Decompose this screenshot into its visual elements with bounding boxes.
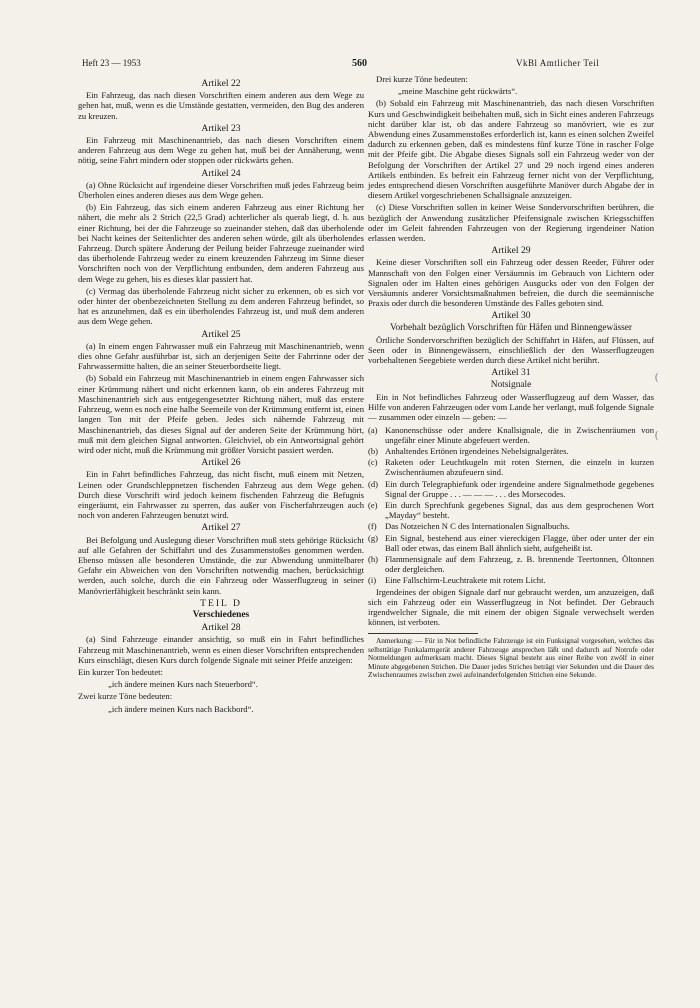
article-28-title: Artikel 28: [201, 622, 241, 634]
distress-signal-text: Raketen oder Leuchtkugeln mit roten Sternen, die einzeln in kurzen Zwischenräumen abzufeuern sind.: [385, 457, 654, 478]
distress-signal-label: (i): [368, 575, 377, 586]
distress-signal-item: [368, 425, 654, 445]
footnote-divider: [368, 633, 478, 634]
article-30-text: Örtliche Sondervorschriften bezüglich der Schiffahrt in Häfen, auf Flüssen, auf Seen oder in Binnengewässern, einschließlich der den Wasserflugzeugen vorbehaltenen Seegebiete werden durch diese Artikel nicht berührt.: [368, 334, 654, 366]
signal-two-label: Zwei kurze Töne bedeuten:: [78, 691, 173, 702]
article-27-title: Artikel 27: [201, 522, 241, 534]
part-d-heading: TEIL D: [200, 597, 242, 609]
distress-signal-list: [368, 425, 654, 586]
distress-signal-text: Kanonenschüsse oder andere Knallsignale, die in Zwischenräumen von ungefähr einer Minute abgefeuert werden.: [385, 424, 654, 445]
article-25-title: Artikel 25: [201, 328, 241, 340]
distress-signal-text: Ein durch Telegraphiefunk oder irgendeine andere Signalmethode gegebenes Signal der Gruppe . . . — — — . . . des Morsecodes.: [385, 478, 654, 499]
footnote-text: Anmerkung: — Für in Not befindliche Fahrzeuge ist ein Funksignal vorgesehen, welches das selbsttätige Funkalarmgerät anderer Fahrzeuge ansprechen läßt und dadurch auf Notrufe oder Notmeldungen aufmerksam macht. Dieses Signal besteht aus einer Reihe von zwölf in einer Minute abgegebenen Strichen. Die Dauer jedes Striches beträgt vier Sekunden und die Dauer des Zwischenraumes zwischen zwei aufeinanderfolgenden Strichen eine Sekunde.: [368, 636, 654, 679]
distress-signal-item: [368, 533, 654, 553]
distress-signal-item: [368, 554, 654, 574]
distress-signal-item: [368, 479, 654, 499]
distress-signal-item: [368, 457, 654, 477]
distress-signal-text: Flammensignale auf dem Fahrzeug, z. B. brennende Teertonnen, Öltonnen oder dergleichen.: [385, 553, 654, 575]
article-28-c: (c) Diese Vorschriften sollen in keiner Weise Sondervorschriften berühren, die bezüglich der Anwendung zusätzlicher Pfeifensignale zwischen Kriegsschiffen oder im Geleit fahrenden Fahrzeugen von der Regierung irgendeiner Nation erlassen werden.: [368, 202, 654, 244]
article-25-a: (a) In einem engen Fahrwasser muß ein Fahrzeug mit Maschinenantrieb, wenn dies ohne Gefahr ausführbar ist, sich an derjenigen Seite der Fahrrinne oder der Fahrwassermitte halten, die an seiner Steuerbordseite liegt.: [78, 340, 364, 372]
footnote-marker: —: [497, 412, 507, 423]
left-column: [78, 76, 364, 716]
distress-signal-label: (f): [368, 521, 377, 532]
article-31-closing: Irgendeines der obigen Signale darf nur gebraucht werden, um anzuzeigen, daß sich ein Fahrzeug oder ein Wasserflugzeug in Not befindet. Der Gebrauch irgendwelcher Signale, die mit einem der obigen Signale verwechselt werden können, ist verboten.: [368, 586, 654, 628]
distress-signal-item: [368, 500, 654, 520]
article-24-b: (b) Ein Fahrzeug, das sich einem anderen Fahrzeug aus einer Richtung her nähert, die mehr als 2 Strich (22,5 Grad) achterlicher als querab liegt, d. h. aus einer Richtung, bei der die Fahrzeuge so zueinander stehen, daß das überholende bei Nacht keines der Seitenlichter des anderen sehen würde, gilt als überholendes Fahrzeug. Durch spätere Änderung der Peilung beider Fahrzeuge zueinander wird das überholende Fahrzeug weder zu einem kreuzenden Fahrzeug im Sinne dieser Vorschriften noch von der Verpflichtung entbunden, dem anderen Fahrzeug aus dem Wege zu gehen, bis es dieses klar passiert hat.: [78, 202, 364, 284]
distress-signal-text: Das Notzeichen N C des Internationalen Signalbuchs.: [385, 521, 570, 532]
article-24-c: (c) Vermag das überholende Fahrzeug nicht sicher zu erkennen, ob es sich vor oder hinter der obenbezeichneten Stellung zu dem anderen Fahrzeug befindet, so hat es anzunehmen, daß es ein überholendes Fahrzeug ist, und muß dem anderen aus dem Wege gehen.: [78, 285, 364, 327]
article-30-title: Artikel 30: [491, 310, 531, 322]
distress-signal-label: (a): [368, 424, 378, 435]
article-28-a: (a) Sind Fahrzeuge einander ansichtig, so muß ein in Fahrt befindliches Fahrzeug mit Maschinenantrieb, wenn es einen dieser Vorschriften entsprechenden Kurs einschlägt, diesen Kurs durch folgende Signale mit seiner Pfeife anzeigen:: [78, 634, 364, 665]
article-22-text: Ein Fahrzeug, das nach diesen Vorschriften einem anderen aus dem Wege zu gehen hat, muß, wenn es die Umstände gestatten, vermeiden, den Bug des anderen zu kreuzen.: [78, 90, 364, 121]
right-column: [368, 74, 654, 681]
article-31-title: Artikel 31: [491, 367, 531, 379]
distress-signal-label: (c): [368, 457, 378, 468]
article-24-title: Artikel 24: [201, 167, 241, 179]
distress-signal-label: (g): [368, 532, 379, 543]
article-26-title: Artikel 26: [201, 457, 241, 469]
distress-signal-label: (h): [368, 553, 379, 564]
article-31-intro-text: Ein in Not befindliches Fahrzeug oder Wasserflugzeug auf dem Wasser, das Hilfe von anderen Fahrzeugen oder vom Lande her verlangt, muß folgende Signale — zusammen oder einzeln — geben:: [368, 391, 654, 423]
article-29-title: Artikel 29: [491, 245, 531, 257]
distress-signal-label: (d): [368, 478, 379, 489]
margin-arc-mark: (: [655, 430, 659, 441]
signal-three-meaning: „meine Maschine geht rückwärts“.: [398, 86, 518, 97]
article-23-title: Artikel 23: [201, 122, 241, 134]
distress-signal-item: [368, 446, 654, 456]
article-25-b: (b) Sobald ein Fahrzeug mit Maschinenantrieb in einem engen Fahrwasser sich einer Krümmung nähert und nicht erkennen kann, ob ein anderes Fahrzeug mit Maschinenantrieb sich aus entgegengesetzter Richtung nähert, muß das erstere Fahrzeug, wenn es noch eine halbe Seemeile von der Krümmung entfernt ist, einen langen Ton mit der Pfeife geben. Jedes sich nähernde Fahrzeug mit Maschinenantrieb, das dieses Signal auf der anderen Seite der Krümmung hört, muß mit dem gleichen Signal antworten. Gleichviel, ob ein Antwortsignal gehört wird oder nicht, muß die Krümmung mit größter Vorsicht passiert werden.: [78, 373, 364, 455]
article-28-b: (b) Sobald ein Fahrzeug mit Maschinenantrieb, das nach diesen Vorschriften Kurs und Geschwindigkeit beibehalten muß, sich in Sicht eines anderen Fahrzeugs nicht darüber klar ist, ob das andere Fahrzeug so manövriert, wie es zur Abwendung eines Zusammenstoßes erforderlich ist, kann es einen solchen Zweifel dadurch zu erkennen geben, daß es mindestens fünf kurze Töne in rascher Folge mit der Pfeife gibt. Die Abgabe dieses Signals soll ein Fahrzeug weder von der Befolgung der Vorschriften der Artikel 27 und 29 noch irgend eines anderen Artikels entbinden. Es befreit ein Fahrzeug ferner nicht von der Verpflichtung, jedes entsprechend diesen Vorschriften ausgeführte Manöver durch Abgabe der in diesem Artikel vorgeschriebenen Schallsignale anzuzeigen.: [368, 98, 654, 201]
distress-signal-item: [368, 575, 654, 585]
article-23-text: Ein Fahrzeug mit Maschinenantrieb, das nach diesen Vorschriften einem anderen Fahrzeug aus dem Wege zu gehen hat, muß bei der Annäherung, wenn nötig, seine Fahrt mindern oder stoppen oder rückwärts gehen.: [78, 135, 364, 166]
signal-two-meaning: „ich ändere meinen Kurs nach Backbord“.: [108, 703, 254, 714]
page-number: 560: [352, 58, 367, 69]
distress-signal-item: [368, 521, 654, 531]
article-24-a: (a) Ohne Rücksicht auf irgendeine dieser Vorschriften muß jedes Fahrzeug beim Überholen eines anderen dieses aus dem Wege gehen.: [78, 179, 364, 201]
signal-one-label: Ein kurzer Ton bedeutet:: [78, 666, 163, 677]
article-30-subtitle: Vorbehalt bezüglich Vorschriften für Häfen und Binnengewässer: [389, 322, 633, 333]
article-22-title: Artikel 22: [201, 78, 241, 89]
distress-signal-text: Ein Signal, bestehend aus einer viereckigen Flagge, über oder unter der ein Ball oder etwas, das einem Ball ähnlich sieht, aufgeheißt ist.: [385, 532, 654, 553]
signal-one-meaning: „ich ändere meinen Kurs nach Steuerbord“.: [108, 679, 258, 690]
distress-signal-label: (b): [368, 445, 379, 456]
article-27-text: Bei Befolgung und Auslegung dieser Vorschriften muß stets gehörige Rücksicht auf alle Gefahren der Schiffahrt und des Zusammenstoßes genommen werden. Ebenso müssen alle besonderen Umstände, die zur Abwendung unmittelbarer Gefahr ein Abweichen von den Vorschriften notwendig machen, berücksichtigt werden, auch solche, durch die ein Fahrzeug oder Wasserflugzeug in seiner Manövrierfähigkeit beschränkt sein kann.: [78, 534, 364, 596]
article-31-intro: [368, 392, 654, 423]
distress-signal-text: Anhaltendes Ertönen irgendeines Nebelsignalgerätes.: [385, 445, 569, 456]
distress-signal-text: Ein durch Sprechfunk gegebenes Signal, das aus dem gesprochenen Wort „Mayday“ besteht.: [385, 499, 654, 521]
part-d-subheading: Verschiedenes: [192, 609, 250, 620]
distress-signal-label: (e): [368, 499, 378, 510]
distress-signal-text: Eine Fallschirm-Leuchtrakete mit rotem Licht.: [385, 575, 546, 586]
margin-arc-mark: (: [655, 372, 659, 383]
article-26-text: Ein in Fahrt befindliches Fahrzeug, das nicht fischt, muß einem mit Netzen, Leinen oder Grundschleppnetzen fischenden Fahrzeug aus dem Wege gehen. Durch diese Vorschrift wird jedoch keinem fischenden Fahrzeug die Befugnis eingeräumt, ein Fahrwasser zu sperren, das außer von Fischerfahrzeugen auch noch von anderen Fahrzeugen benutzt wird.: [78, 469, 364, 521]
issue-label: Heft 23 — 1953: [82, 58, 141, 68]
article-31-subtitle: Notsignale: [490, 379, 532, 390]
signal-three-label: Drei kurze Töne bedeuten:: [376, 74, 468, 84]
journal-title: VkBl Amtlicher Teil: [516, 58, 600, 68]
article-29-text: Keine dieser Vorschriften soll ein Fahrzeug oder dessen Reeder, Führer oder Mannschaft von den Folgen einer Versäumnis im Gebrauch von Lichtern oder Signalen oder im Halten eines gehörigen Ausgucks oder von den Folgen der Versäumnis anderer Vorsichtsmaßnahmen befreien, die durch die seemännische Praxis oder durch die besonderen Umstände des Falles geboten sind.: [368, 257, 654, 309]
